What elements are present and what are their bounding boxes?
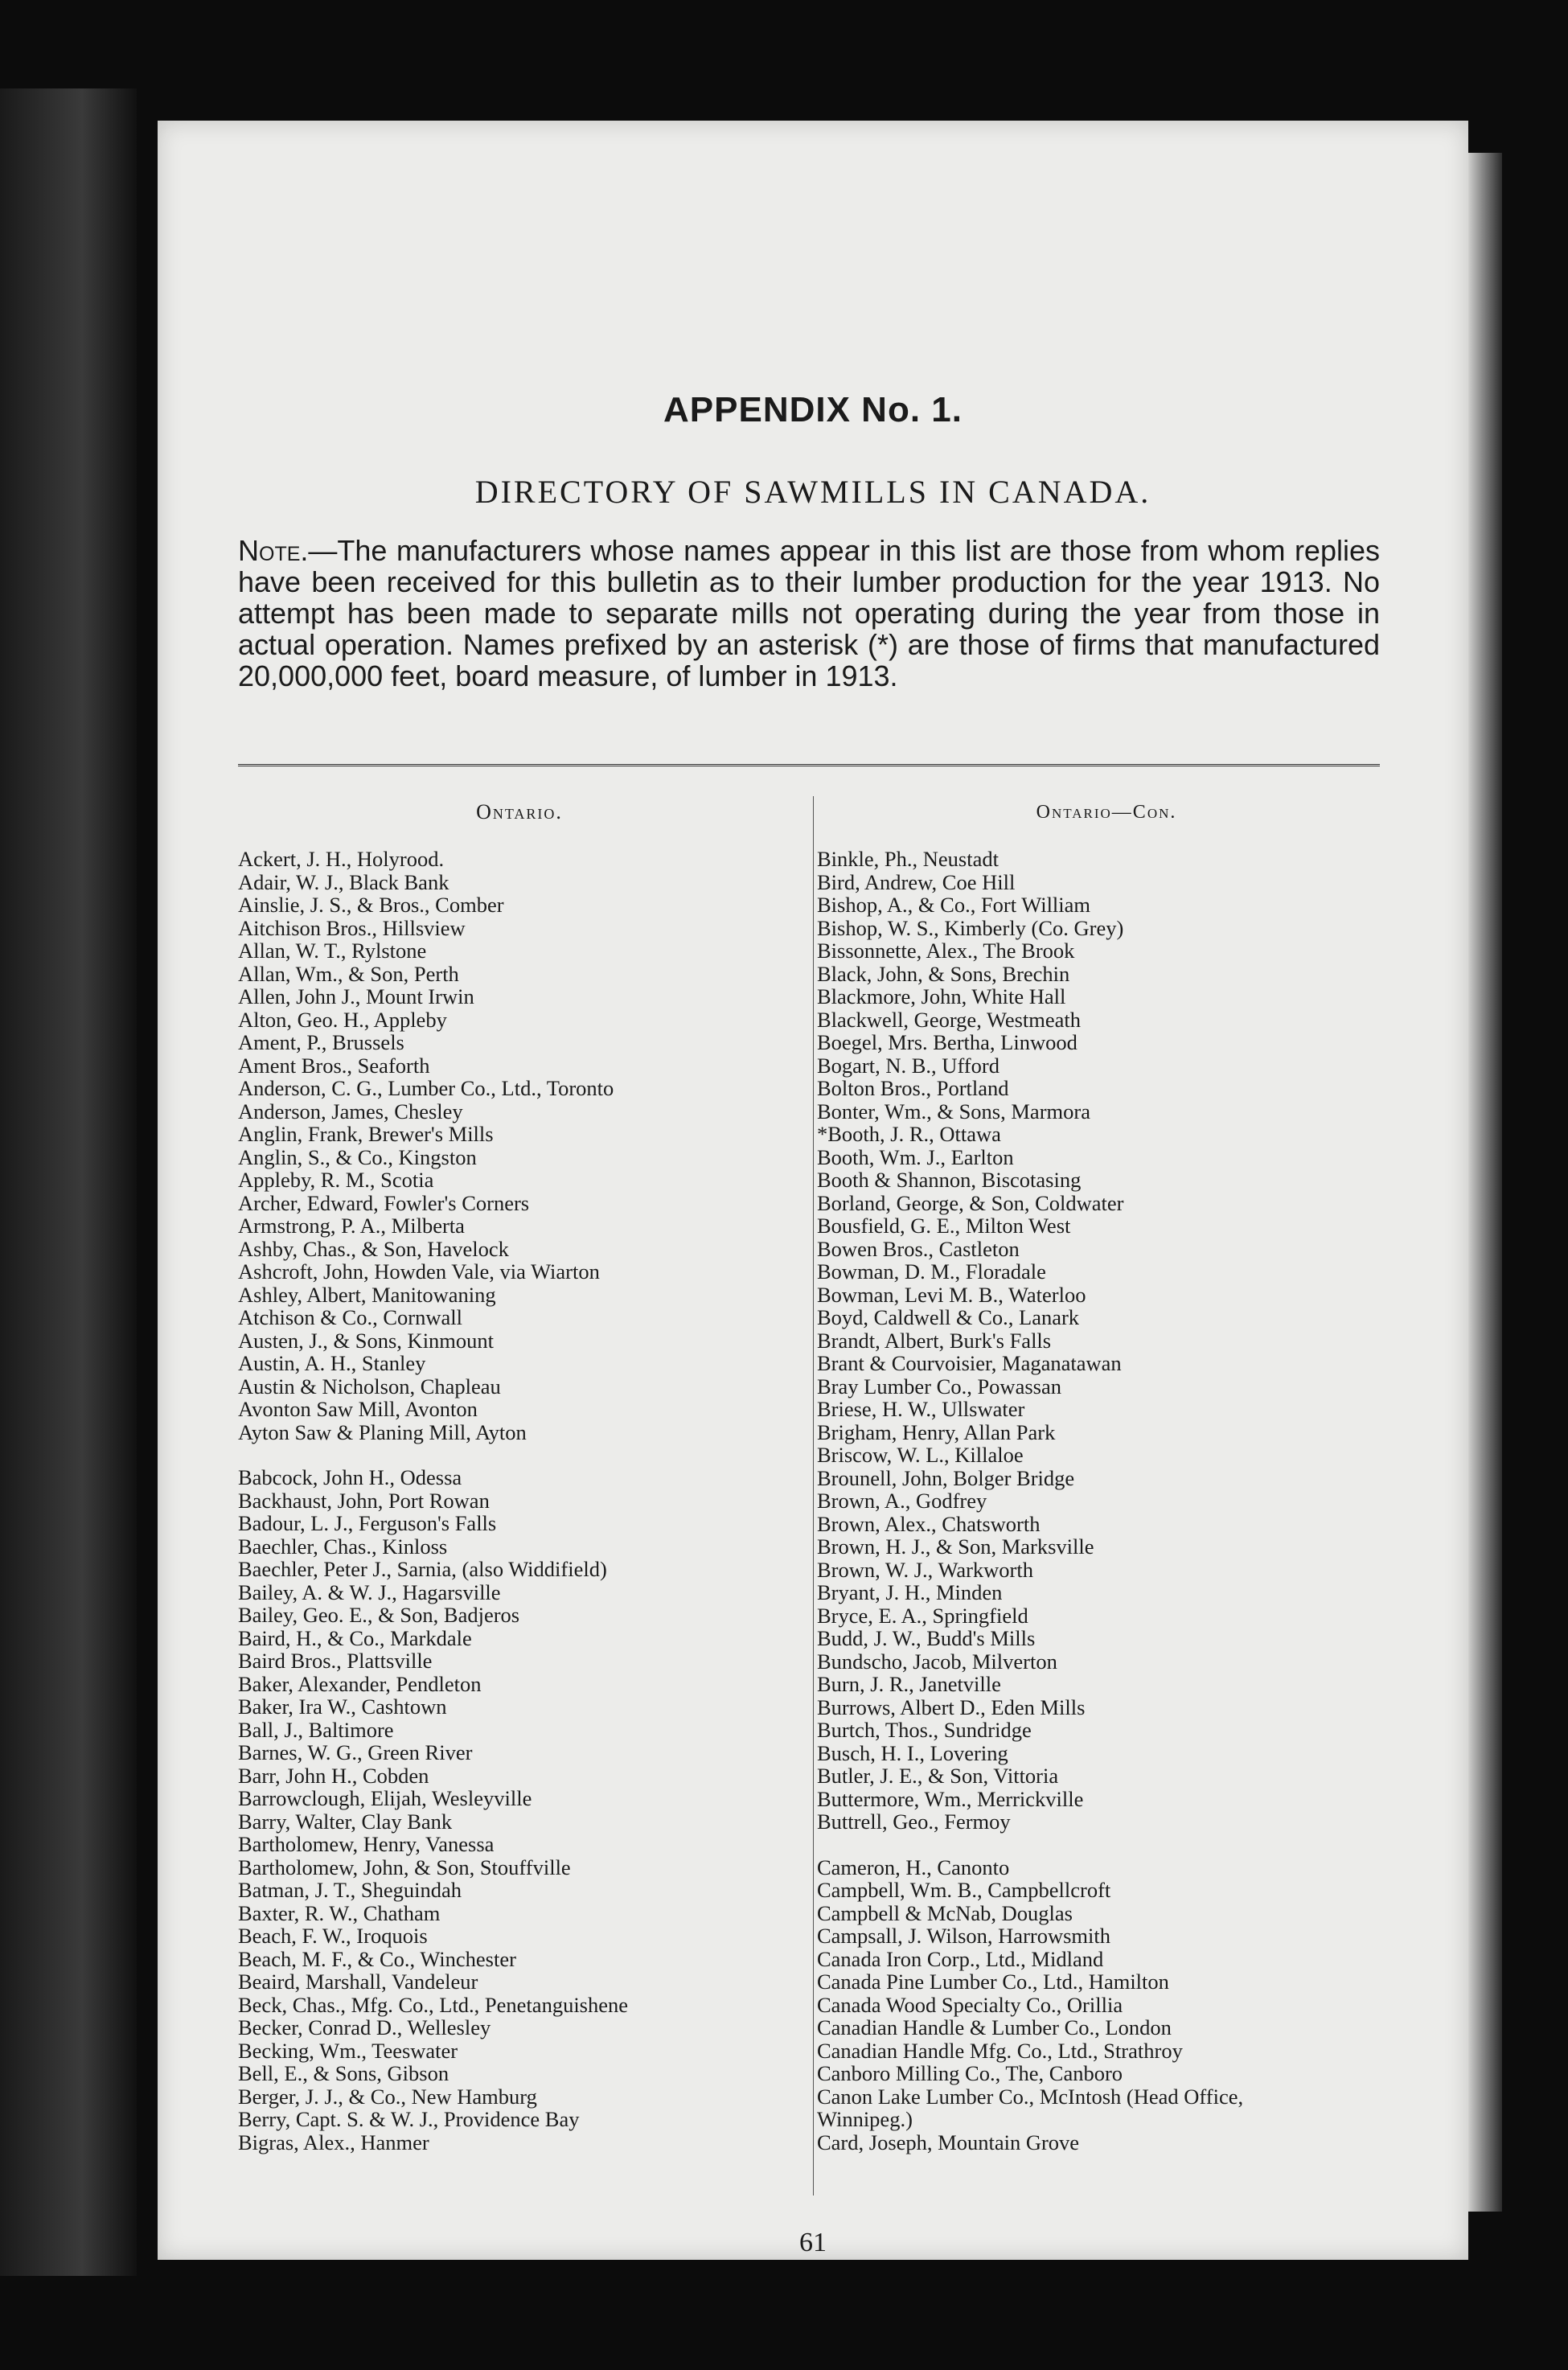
directory-entry: Blackwell, George, Westmeath <box>817 1007 1082 1032</box>
directory-entry: Becker, Conrad D., Wellesley <box>238 2015 491 2039</box>
directory-entry: Allan, Wm., & Son, Perth <box>238 961 459 986</box>
directory-entry: Backhaust, John, Port Rowan <box>238 1488 490 1513</box>
right-column <box>817 796 1396 2154</box>
directory-entry: Campbell, Wm. B., Campbellcroft <box>817 1878 1111 1902</box>
directory-entry: Allan, W. T., Rylstone <box>238 939 427 963</box>
directory-entry: Ball, J., Baltimore <box>238 1717 394 1742</box>
directory-entry: Avonton Saw Mill, Avonton <box>238 1397 478 1421</box>
directory-entry: Ayton Saw & Planing Mill, Ayton <box>238 1419 527 1444</box>
directory-entry: Baechler, Peter J., Sarnia, (also Widdifield) <box>238 1557 607 1581</box>
directory-entry: Canadian Handle & Lumber Co., London <box>817 2015 1172 2039</box>
note-label: Note. <box>238 534 309 567</box>
directory-entry: Burrows, Albert D., Eden Mills <box>817 1694 1086 1719</box>
section-rule <box>238 764 1380 769</box>
page-stack-edge <box>1468 153 1502 2212</box>
directory-entry: Canon Lake Lumber Co., McIntosh (Head Office, <box>817 2084 1244 2109</box>
group-gap <box>238 1444 801 1466</box>
group-gap <box>817 1834 1396 1856</box>
directory-entry: Canada Iron Corp., Ltd., Midland <box>817 1946 1104 1971</box>
directory-entry: Bailey, A. & W. J., Hagarsville <box>238 1579 501 1604</box>
directory-entry: Barrowclough, Elijah, Wesleyville <box>238 1786 532 1810</box>
directory-entry: Brown, Alex., Chatsworth <box>817 1511 1041 1536</box>
appendix-title: APPENDIX No. 1. <box>663 390 963 429</box>
directory-entry: Bell, E., & Sons, Gibson <box>238 2061 449 2085</box>
directory-entry: Austen, J., & Sons, Kinmount <box>238 1328 495 1353</box>
directory-entry: Bowman, Levi M. B., Waterloo <box>817 1282 1086 1307</box>
directory-entry: Bogart, N. B., Ufford <box>817 1053 999 1078</box>
directory-entry: Black, John, & Sons, Brechin <box>817 961 1070 986</box>
directory-entry: Bailey, Geo. E., & Son, Badjeros <box>238 1603 520 1627</box>
directory-entry: Cameron, H., Canonto <box>817 1855 1010 1879</box>
directory-entry: Appleby, R. M., Scotia <box>238 1168 434 1192</box>
directory-entry: Austin, A. H., Stanley <box>238 1351 426 1375</box>
directory-entry: Becking, Wm., Teeswater <box>238 2038 458 2063</box>
directory-title: DIRECTORY OF SAWMILLS IN CANADA. <box>474 474 1151 510</box>
directory-entry: Ashcroft, John, Howden Vale, via Wiarton <box>238 1259 600 1284</box>
directory-entry: Brant & Courvoisier, Maganatawan <box>817 1351 1122 1375</box>
directory-entry: Booth, Wm. J., Earlton <box>817 1144 1014 1169</box>
directory-entry: Beck, Chas., Mfg. Co., Ltd., Penetanguishene <box>238 1992 629 2017</box>
directory-entry: Bonter, Wm., & Sons, Marmora <box>817 1099 1090 1123</box>
directory-entry: Borland, George, & Son, Coldwater <box>817 1190 1124 1215</box>
directory-entry: Barry, Walter, Clay Bank <box>238 1809 453 1834</box>
directory-entry: Bryce, E. A., Springfield <box>817 1603 1028 1628</box>
directory-entry: Bolton Bros., Portland <box>817 1076 1009 1100</box>
directory-entry: Binkle, Ph., Neustadt <box>817 847 999 871</box>
directory-entry: Brigham, Henry, Allan Park <box>817 1419 1056 1444</box>
directory-entry: Austin & Nicholson, Chapleau <box>238 1374 501 1399</box>
document-page <box>158 121 1468 2260</box>
directory-entry: Card, Joseph, Mountain Grove <box>817 2130 1080 2154</box>
directory-entry: Bryant, J. H., Minden <box>817 1580 1003 1604</box>
directory-entry: Allen, John J., Mount Irwin <box>238 984 474 1008</box>
directory-entry: Baker, Ira W., Cashtown <box>238 1694 447 1719</box>
directory-entry: Ackert, J. H., Holyrood. <box>238 847 445 871</box>
note-text: —The manufacturers whose names appear in this list are those from whom replies have been received for this bulletin as to their lumber production for the year 1913. No attempt has been made to separate mills not operating during the year from those in actual operation. Names prefixed by an asterisk (*) are those of firms that manufactured 20,000,000 feet, board measure, of lumber in 1913. <box>238 534 1380 692</box>
directory-entry: Ashley, Albert, Manitowaning <box>238 1282 496 1307</box>
left-column <box>238 796 801 2154</box>
directory-entry: Brown, W. J., Warkworth <box>817 1557 1033 1582</box>
directory-entry: Bundscho, Jacob, Milverton <box>817 1649 1057 1674</box>
directory-entry: Baird, H., & Co., Markdale <box>238 1625 472 1650</box>
directory-entry: Brandt, Albert, Burk's Falls <box>817 1328 1052 1353</box>
entry-list <box>238 848 801 2154</box>
directory-entry: Canadian Handle Mfg. Co., Ltd., Strathroy <box>817 2038 1183 2063</box>
directory-entry: Bishop, W. S., Kimberly (Co. Grey) <box>817 915 1124 940</box>
right-column-heading: Ontario—Con. <box>1036 802 1177 823</box>
directory-entry: Buttermore, Wm., Merrickville <box>817 1786 1084 1811</box>
directory-entry: Bishop, A., & Co., Fort William <box>817 893 1091 917</box>
directory-entry: Ainslie, J. S., & Bros., Comber <box>238 893 504 917</box>
column-divider <box>813 796 814 2195</box>
directory-entry: Berry, Capt. S. & W. J., Providence Bay <box>238 2107 580 2131</box>
directory-entry: Baechler, Chas., Kinloss <box>238 1534 448 1559</box>
directory-entry: Brown, A., Godfrey <box>817 1489 987 1513</box>
directory-entry: Beach, M. F., & Co., Winchester <box>238 1946 516 1971</box>
directory-entry: Brounell, John, Bolger Bridge <box>817 1465 1075 1490</box>
directory-entry: Ament Bros., Seaforth <box>238 1053 430 1078</box>
directory-entry: Anderson, C. G., Lumber Co., Ltd., Toronto <box>238 1076 614 1100</box>
directory-entry: Buttrell, Geo., Fermoy <box>817 1809 1011 1834</box>
directory-entry: Briscow, W. L., Killaloe <box>817 1443 1024 1467</box>
directory-entry: Babcock, John H., Odessa <box>238 1465 462 1489</box>
directory-entry: Bousfield, G. E., Milton West <box>817 1214 1071 1238</box>
directory-entry: Badour, L. J., Ferguson's Falls <box>238 1511 497 1535</box>
directory-entry: Beach, F. W., Iroquois <box>238 1924 428 1948</box>
directory-entry: Butler, J. E., & Son, Vittoria <box>817 1764 1059 1788</box>
directory-entry: Briese, H. W., Ullswater <box>817 1397 1025 1421</box>
entry-list <box>817 848 1396 2154</box>
directory-entry: Canada Pine Lumber Co., Ltd., Hamilton <box>817 1970 1169 1994</box>
directory-entry: Barr, John H., Cobden <box>238 1763 429 1788</box>
directory-entry: Anglin, S., & Co., Kingston <box>238 1144 477 1169</box>
directory-entry: Barnes, W. G., Green River <box>238 1740 473 1764</box>
directory-entry: Brown, H. J., & Son, Marksville <box>817 1534 1094 1559</box>
directory-entry: Bowen Bros., Castleton <box>817 1236 1020 1261</box>
adjacent-page-edge <box>0 88 137 2276</box>
directory-entry: Alton, Geo. H., Appleby <box>238 1007 447 1032</box>
directory-entry: Bray Lumber Co., Powassan <box>817 1374 1061 1399</box>
directory-entry: Campsall, J. Wilson, Harrowsmith <box>817 1924 1111 1948</box>
directory-entry: Baker, Alexander, Pendleton <box>238 1671 482 1696</box>
directory-entry: Anglin, Frank, Brewer's Mills <box>238 1122 494 1146</box>
directory-entry: Campbell & McNab, Douglas <box>817 1900 1073 1925</box>
directory-entry: Bartholomew, John, & Son, Stouffville <box>238 1855 571 1879</box>
directory-entry: Atchison & Co., Cornwall <box>238 1305 462 1329</box>
left-column-heading: Ontario. <box>476 800 563 824</box>
directory-entry: Bowman, D. M., Floradale <box>817 1259 1046 1284</box>
directory-entry: Baxter, R. W., Chatham <box>238 1900 441 1925</box>
directory-entry: Baird Bros., Plattsville <box>238 1649 433 1673</box>
directory-entry: Burn, J. R., Janetville <box>817 1672 1001 1696</box>
directory-entry: Busch, H. I., Lovering <box>817 1740 1008 1765</box>
directory-entry: Bartholomew, Henry, Vanessa <box>238 1832 495 1856</box>
directory-entry: Anderson, James, Chesley <box>238 1099 463 1123</box>
directory-entry: Ament, P., Brussels <box>238 1030 404 1054</box>
note-paragraph <box>238 535 1380 692</box>
directory-entry: Adair, W. J., Black Bank <box>238 869 449 894</box>
directory-entry: Armstrong, P. A., Milberta <box>238 1214 465 1238</box>
directory-entry: Burtch, Thos., Sundridge <box>817 1718 1032 1742</box>
directory-entry: Blackmore, John, White Hall <box>817 984 1066 1008</box>
directory-entry: Bird, Andrew, Coe Hill <box>817 869 1016 894</box>
directory-entry: Canada Wood Specialty Co., Orillia <box>817 1992 1123 2017</box>
page-number: 61 <box>799 2228 827 2257</box>
directory-entry: Bissonnette, Alex., The Brook <box>817 939 1075 963</box>
directory-entry: Boyd, Caldwell & Co., Lanark <box>817 1305 1080 1329</box>
directory-entry: Archer, Edward, Fowler's Corners <box>238 1190 530 1215</box>
directory-entry: Ashby, Chas., & Son, Havelock <box>238 1236 509 1261</box>
directory-entry: Winnipeg.) <box>817 2107 913 2131</box>
directory-entry: Batman, J. T., Sheguindah <box>238 1878 462 1902</box>
directory-entry: Booth & Shannon, Biscotasing <box>817 1168 1082 1192</box>
directory-entry: Beaird, Marshall, Vandeleur <box>238 1970 478 1994</box>
directory-entry: Canboro Milling Co., The, Canboro <box>817 2061 1123 2085</box>
directory-entry: Bigras, Alex., Hanmer <box>238 2130 429 2154</box>
directory-entry: Budd, J. W., Budd's Mills <box>817 1626 1036 1650</box>
directory-entry: Berger, J. J., & Co., New Hamburg <box>238 2084 537 2109</box>
directory-entry: Aitchison Bros., Hillsview <box>238 915 466 940</box>
directory-entry: *Booth, J. R., Ottawa <box>817 1122 1001 1146</box>
directory-entry: Boegel, Mrs. Bertha, Linwood <box>817 1030 1077 1054</box>
